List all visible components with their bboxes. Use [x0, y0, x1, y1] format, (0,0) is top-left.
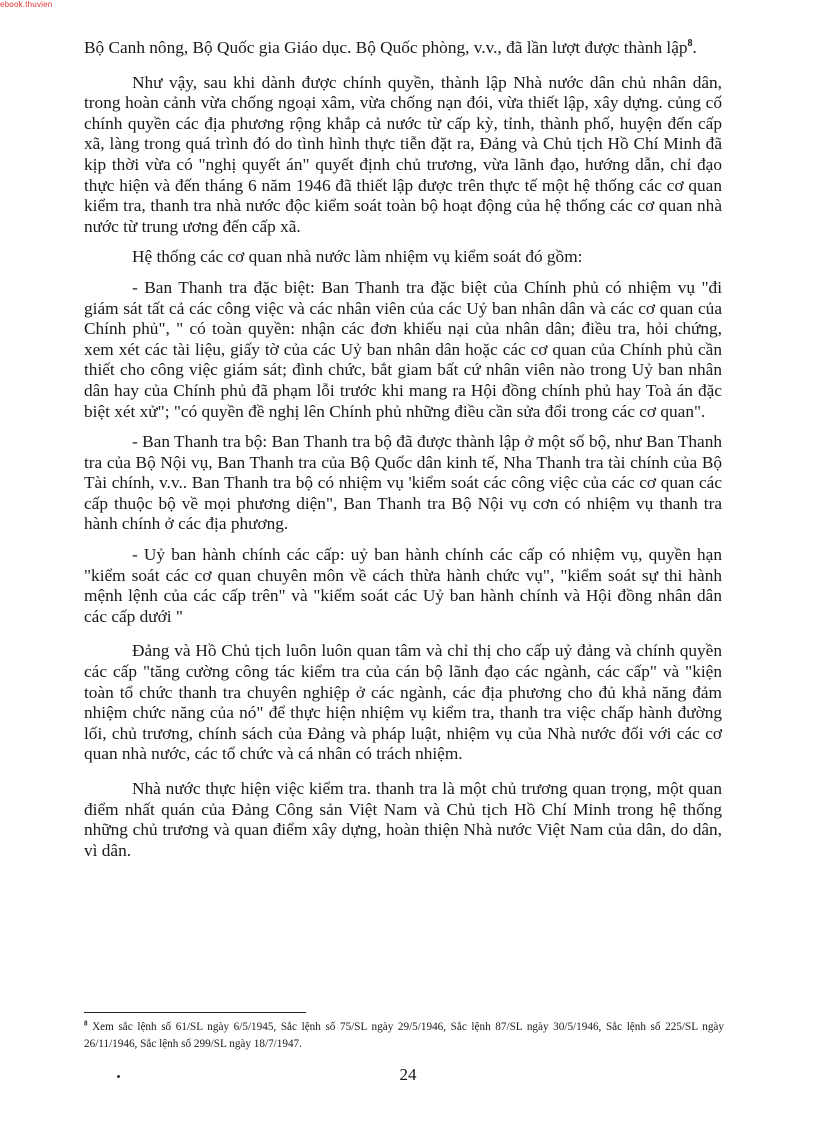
paragraph-7: Đảng và Hồ Chủ tịch luôn luôn quan tâm và chỉ thị cho cấp uỷ đảng và chính quyền các cấp "tăng cường công tác kiểm tra của cán bộ lãnh đạo các ngành, các cấp" và "kiện toàn tổ chức thanh tra chuyên nghiệp ở các ngành, các địa phương cho đủ khả năng đảm nhiệm chức năng của nó" để thực hiện nhiệm vụ kiểm tra, thanh tra việc chấp hành đường lối, chủ trương, chính sách của Đảng và pháp luật, nhiệm vụ của Nhà nước đối với các cơ quan nhà nước, các tổ chức và cá nhân có trách nhiệm. — [84, 641, 722, 764]
paragraph-2: Như vậy, sau khi dành được chính quyền, thành lập Nhà nước dân chủ nhân dân, trong hoàn cảnh vừa chống ngoại xâm, vừa chống nạn đói, vừa thiết lập, xây dựng. củng cố chính quyền các địa phương rộng khắp cả nước từ cấp kỳ, tỉnh, thành phố, huyện đến cấp xã, làng trong quá trình đó do tình hình thực tiễn đặt ra, Đảng và Chủ tịch Hồ Chí Minh đã kịp thời vừa có "nghị quyết án" quyết định chủ trương, vừa lãnh đạo, hướng dẫn, chỉ đạo thực hiện và đến tháng 6 năm 1946 đã thiết lập được trên thực tế một hệ thống các cơ quan kiểm tra, thanh tra nhà nước độc kiểm soát toàn bộ hoạt động của hệ thống các cơ quan nhà nước từ trung ương đến cấp xã. — [84, 72, 722, 236]
footnote-text: Xem sắc lệnh số 61/SL ngày 6/5/1945, Sắc lệnh số 75/SL ngày 29/5/1946, Sắc lệnh 87/SL ngày 30/5/1946, Sắc lệnh số 225/SL ngày 26/11/1946, Sắc lệnh số 299/SL ngày 18/7/1947. — [84, 1021, 724, 1050]
paragraph-1: Bộ Canh nông, Bộ Quốc gia Giáo dục. Bộ Quốc phòng, v.v., đã lần lượt được thành lập$^8$. — [84, 38, 697, 57]
paragraph-5: - Ban Thanh tra bộ: Ban Thanh tra bộ đã được thành lập ở một số bộ, như Ban Thanh tra của Bộ Nội vụ, Ban Thanh tra của Bộ Quốc dân kinh tế, Nha Thanh tra tài chính của Bộ Tài chính, v.v.. Ban Thanh tra bộ có nhiệm vụ 'kiểm soát các công việc của các cơ quan các cấp thuộc bộ về mọi phương diện", Ban Thanh tra Bộ Nội vụ cơn có nhiệm vụ thanh tra hành chính ở các địa phương. — [84, 432, 722, 534]
paragraph-8: Nhà nước thực hiện việc kiểm tra. thanh tra là một chủ trương quan trọng, một quan điểm nhất quán của Đảng Công sản Việt Nam và Chủ tịch Hồ Chí Minh trong hệ thống những chủ trương và quan điểm xây dựng, hoàn thiện Nhà nước Việt Nam của dân, do dân, vì dân. — [84, 779, 722, 860]
watermark-text: ebook.thuvien — [0, 0, 53, 9]
page-number: 24 — [399, 1065, 417, 1084]
footnote-reference: 8 — [687, 38, 693, 50]
paragraph-6: - Uỷ ban hành chính các cấp: uỷ ban hành chính các cấp có nhiệm vụ, quyền hạn "kiểm soát các cơ quan chuyên môn về cách thừa hành chức vụ", "kiểm soát sự thi hành mệnh lệnh của các cấp trên" và "kiểm soát các Uỷ ban hành chính và Hội đồng nhân dân các cấp dưới " — [84, 545, 722, 626]
footnote-mark: 8 — [84, 1019, 88, 1028]
paragraph-1-text: Bộ Canh nông, Bộ Quốc gia Giáo dục. Bộ Quốc phòng, v.v., đã lần lượt được thành lập — [84, 38, 688, 57]
page-body — [84, 38, 722, 861]
paragraph-3: Hệ thống các cơ quan nhà nước làm nhiệm vụ kiểm soát đó gồm: — [132, 247, 583, 267]
footnote-divider — [84, 1012, 306, 1013]
paragraph-4: - Ban Thanh tra đặc biệt: Ban Thanh tra đặc biệt của Chính phủ có nhiệm vụ "đi giám sát tất cả các công việc và các nhân viên của các Uỷ ban nhân dân và các cơ quan của Chính phủ", " có toàn quyền: nhận các đơn khiếu nại của nhân dân; điều tra, hỏi chứng, xem xét các tài liệu, giấy tờ của các Uỷ ban nhân dân hoặc các cơ quan của Chính phủ cần thiết cho công việc giám sát; đình chức, bắt giam bất cứ nhân viên nào trong Uỷ ban nhân dân hay của Chính phủ đã phạm lỗi trước khi mang ra Hội đồng chính phủ hay Toà án đặc biệt xét xử"; "có quyền đề nghị lên Chính phủ những điều cần sửa đổi trong các cơ quan". — [84, 277, 722, 421]
footnote — [84, 1019, 724, 1053]
